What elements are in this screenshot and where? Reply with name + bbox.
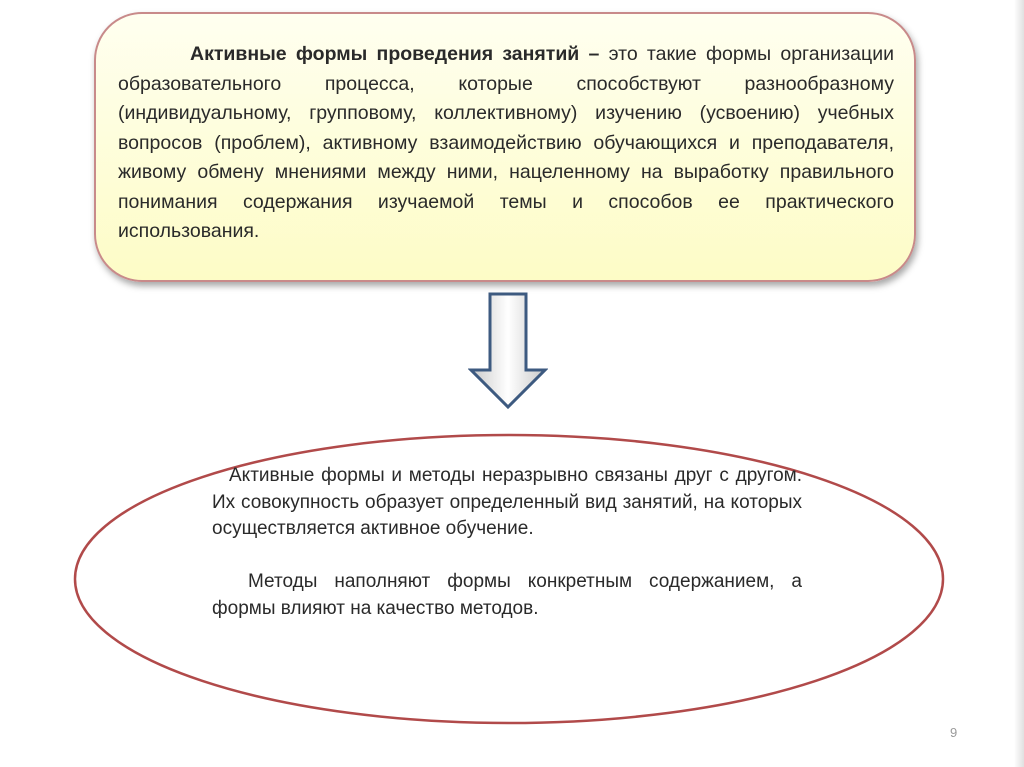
definition-term: Активные формы проведения занятий – <box>190 43 600 65</box>
definition-body: это такие формы организации образовательного процесса, которые способствуют разнообразному (индивидуальному, групповому, коллективному) изучению (усвоению) учебных вопросов (проблем), активному взаимодействию обучающихся и преподавателя, живому обмену мнениями между ними, нацеленному на выработку правильного понимания содержания изучаемой темы и способов ее практического использования. <box>118 43 894 242</box>
summary-text <box>212 463 802 622</box>
summary-paragraph-2: Методы наполняют формы конкретным содержанием, а формы влияют на качество методов. <box>212 571 802 619</box>
page-number: 9 <box>950 725 958 740</box>
summary-paragraph-1: Активные формы и методы неразрывно связаны друг с другом. Их совокупность образует определенный вид занятий, на которых осуществляется активное обучение. <box>212 465 802 539</box>
slide-edge-shadow <box>1014 0 1024 767</box>
down-arrow-icon <box>468 292 548 410</box>
definition-text <box>118 40 894 247</box>
